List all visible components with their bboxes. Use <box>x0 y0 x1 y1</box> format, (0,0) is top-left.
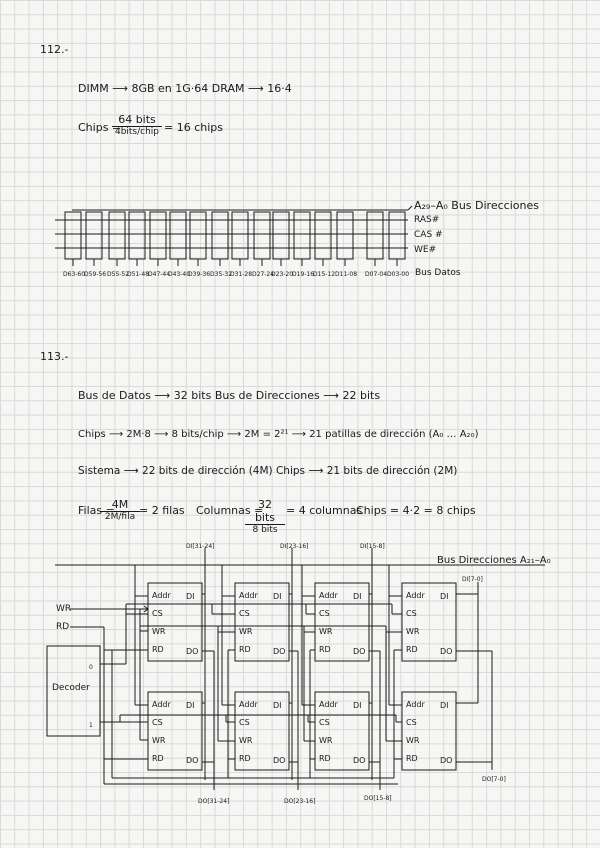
p112-ras-label: RAS# <box>414 215 440 225</box>
chip-pin-di: DI <box>440 592 449 601</box>
p113-decoder-out-1: 1 <box>89 722 93 729</box>
p112-dq-label: D51-48 <box>127 271 150 278</box>
p112-dq-label: D11-08 <box>335 271 358 278</box>
chip-pin-do: DO <box>353 756 366 765</box>
chip-pin-do: DO <box>440 647 453 656</box>
p112-dq-label: D59-56 <box>84 271 107 278</box>
p112-dq-label: D39-36 <box>188 271 211 278</box>
p112-chips-result: = 16 chips <box>164 121 223 134</box>
p112-cas-label: CAS # <box>414 230 443 240</box>
chip-pin-do: DO <box>186 647 199 656</box>
p112-dq-label: D23-20 <box>271 271 294 278</box>
p112-dq-label: D15-12 <box>313 271 336 278</box>
p112-dq-label: D31-28 <box>230 271 253 278</box>
p112-dq-label: D07-04 <box>365 271 388 278</box>
p113-cols-result: = 4 columnas <box>286 504 363 517</box>
problem-113-number: 113.- <box>40 350 69 363</box>
p112-dq-label: D19-16 <box>292 271 315 278</box>
chip-pin-rd: RD <box>152 754 164 763</box>
chip-pin-rd: RD <box>406 754 418 763</box>
chip-pin-di: DI <box>440 701 449 710</box>
chip-pin-di: DI <box>273 701 282 710</box>
p113-decoder-out-0: 0 <box>89 664 93 671</box>
chip-pin-rd: RD <box>319 754 331 763</box>
p113-di-23-16: DI[23-16] <box>280 543 309 550</box>
chip-pin-addr: Addr <box>152 591 171 600</box>
chip-pin-cs: CS <box>152 718 163 727</box>
p113-filas-result: = 2 filas <box>139 504 185 517</box>
problem-112-number: 112.- <box>40 43 69 56</box>
chip-pin-di: DI <box>353 701 362 710</box>
p112-dq-label: D03-00 <box>387 271 410 278</box>
chip-pin-cs: CS <box>406 609 417 618</box>
chip-pin-addr: Addr <box>406 591 425 600</box>
p113-do-15-8: DO[15-8] <box>364 795 392 802</box>
chip-pin-di: DI <box>186 701 195 710</box>
chip-pin-addr: Addr <box>319 591 338 600</box>
chip-pin-wr: WR <box>406 736 420 745</box>
chip-pin-rd: RD <box>239 754 251 763</box>
p112-bus-datos-label: Bus Datos <box>415 268 461 278</box>
p112-we-label: WE# <box>414 245 437 255</box>
chip-pin-wr: WR <box>152 736 166 745</box>
p112-dimm-line: DIMM ⟶ 8GB en 1G·64 DRAM ⟶ 16·4 <box>78 82 292 95</box>
p113-bus-direcciones-label: Bus Direcciones A₂₁–A₀ <box>437 555 551 566</box>
p112-dq-label: D63-60 <box>63 271 86 278</box>
chip-pin-do: DO <box>273 756 286 765</box>
p112-bus-direcciones-label: A₂₉–A₀ Bus Direcciones <box>414 199 539 212</box>
chip-pin-wr: WR <box>319 736 333 745</box>
p113-rd-input-label: RD <box>56 622 70 632</box>
p113-filas-num: 4M <box>100 498 140 512</box>
chip-pin-wr: WR <box>239 736 253 745</box>
p112-dq-label: D43-40 <box>168 271 191 278</box>
p112-chips-num: 64 bits <box>112 113 162 127</box>
p113-decoder-label: Decoder <box>52 683 90 693</box>
p112-dq-label: D55-52 <box>107 271 130 278</box>
chip-pin-di: DI <box>273 592 282 601</box>
chip-pin-do: DO <box>353 647 366 656</box>
chip-pin-addr: Addr <box>239 591 258 600</box>
p112-chips-label: Chips = <box>78 121 122 134</box>
chip-pin-cs: CS <box>406 718 417 727</box>
chip-pin-di: DI <box>186 592 195 601</box>
chip-pin-wr: WR <box>239 627 253 636</box>
chip-pin-rd: RD <box>319 645 331 654</box>
chip-pin-rd: RD <box>406 645 418 654</box>
chip-pin-cs: CS <box>152 609 163 618</box>
p113-do-7-0: DO[7-0] <box>482 776 506 783</box>
chip-pin-cs: CS <box>319 718 330 727</box>
chip-pin-rd: RD <box>239 645 251 654</box>
p113-cols-num: 32 bits <box>245 498 285 525</box>
chip-pin-wr: WR <box>319 627 333 636</box>
p112-dq-label: D27-24 <box>252 271 275 278</box>
chip-pin-di: DI <box>353 592 362 601</box>
p113-do-31-24: DO[31-24] <box>198 798 230 805</box>
p113-chips-total: Chips = 4·2 = 8 chips <box>356 504 476 517</box>
chip-pin-addr: Addr <box>152 700 171 709</box>
chip-pin-addr: Addr <box>239 700 258 709</box>
chip-pin-wr: WR <box>406 627 420 636</box>
chip-pin-rd: RD <box>152 645 164 654</box>
p113-cols-label: Columnas = <box>196 504 264 517</box>
chip-pin-do: DO <box>440 756 453 765</box>
chip-pin-cs: CS <box>239 718 250 727</box>
p113-di-15-8: DI[15-8] <box>360 543 385 550</box>
chip-pin-do: DO <box>273 647 286 656</box>
p112-dq-label: D47-44 <box>148 271 171 278</box>
p113-di-7-0: DI[7-0] <box>462 576 483 583</box>
p113-di-31-24: DI[31-24] <box>186 543 215 550</box>
p112-chips-den: 4bits/chip <box>114 127 160 137</box>
chip-pin-addr: Addr <box>319 700 338 709</box>
p113-do-23-16: DO[23-16] <box>284 798 316 805</box>
p113-filas-den: 2M/fila <box>104 512 136 522</box>
p113-bus-line: Bus de Datos ⟶ 32 bits Bus de Direcciones ⟶ 22 bits <box>78 389 381 402</box>
p113-filas-label: Filas = <box>78 504 115 517</box>
chip-pin-cs: CS <box>319 609 330 618</box>
p113-sistema-line: Sistema ⟶ 22 bits de dirección (4M) Chips ⟶ 21 bits de dirección (2M) <box>78 465 458 477</box>
p113-wr-input-label: WR <box>56 604 72 614</box>
p113-chips-line: Chips ⟶ 2M·8 ⟶ 8 bits/chip ⟶ 2M = 2²¹ ⟶ 21 patillas de dirección (A₀ … A₂₀) <box>78 429 479 440</box>
chip-pin-wr: WR <box>152 627 166 636</box>
chip-pin-cs: CS <box>239 609 250 618</box>
p112-dq-label: D35-32 <box>210 271 233 278</box>
chip-pin-addr: Addr <box>406 700 425 709</box>
p113-cols-den: 8 bits <box>252 525 278 535</box>
chip-pin-do: DO <box>186 756 199 765</box>
